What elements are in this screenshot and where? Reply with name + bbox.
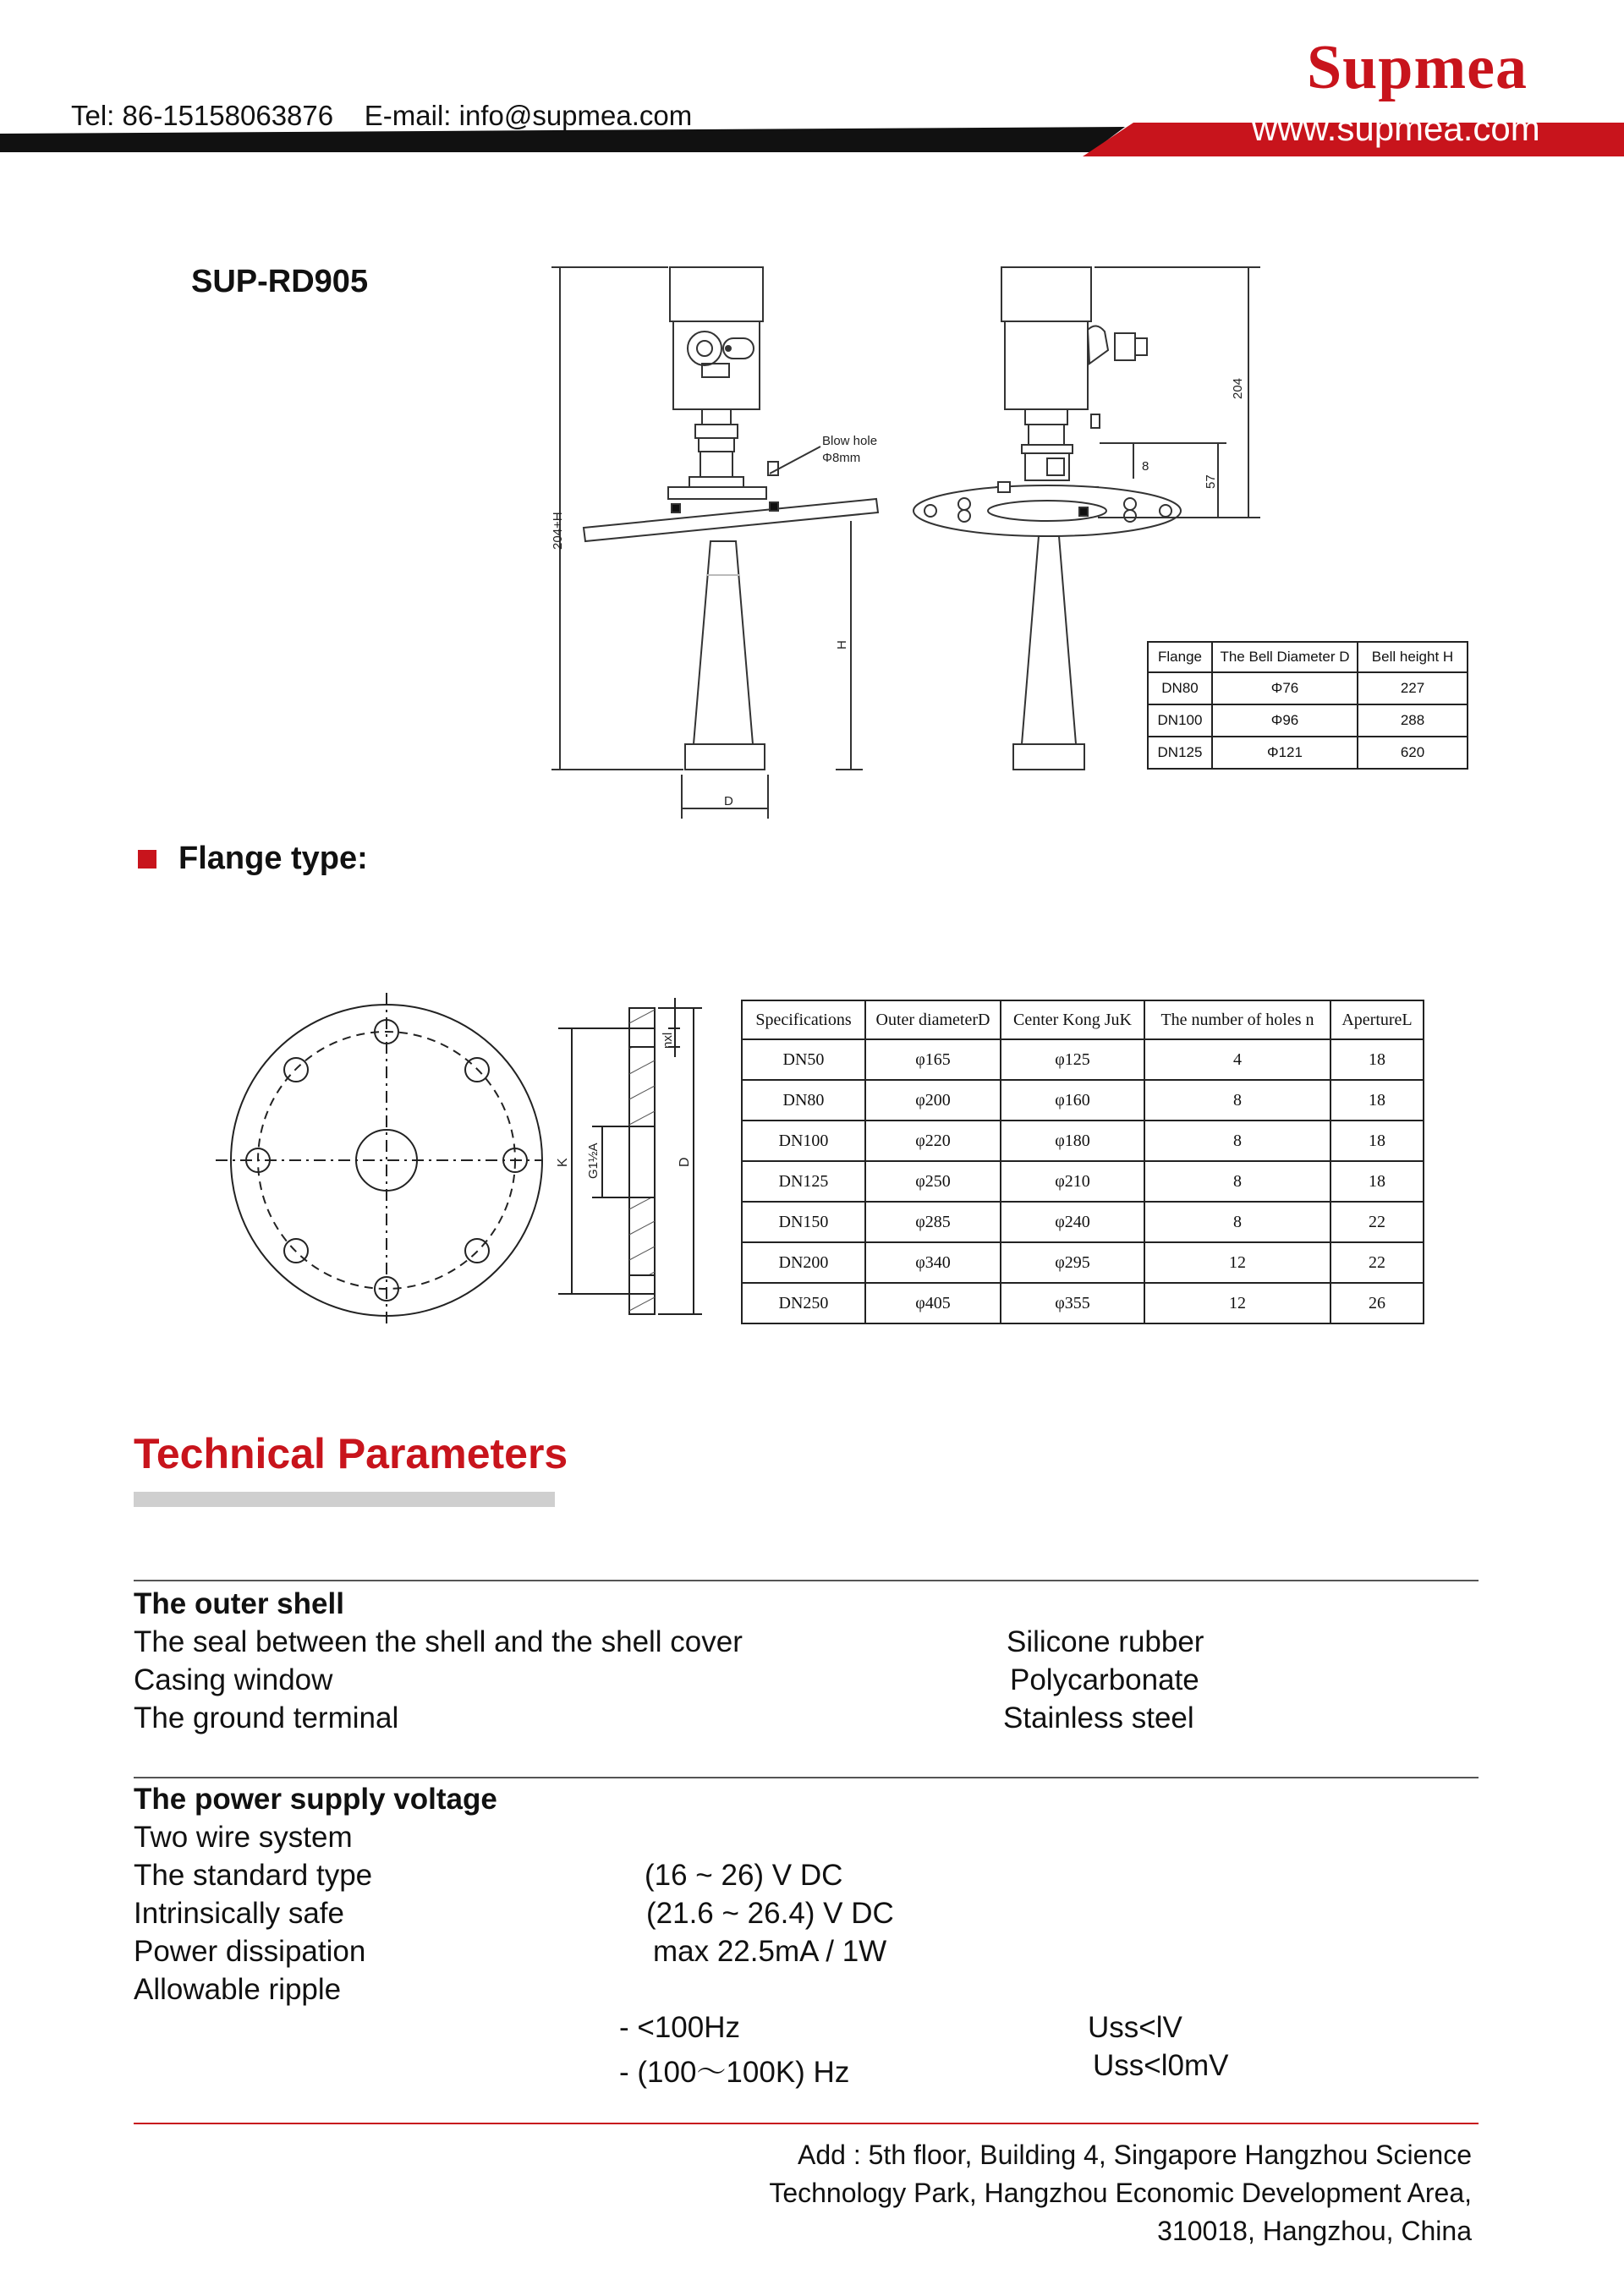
bell-cell: Φ121 [1212,737,1358,769]
bell-cell: DN100 [1148,704,1212,737]
table-row [742,1121,1424,1161]
flange-face-view [216,993,542,1328]
table-cell: DN250 [742,1283,865,1323]
dim-h-label: H [835,640,849,649]
dim-204-label: 204 [1231,377,1245,399]
flange-drawing [0,973,744,1336]
flange-header: Center Kong JuK [1001,1000,1144,1039]
param-value: (16 ~ 26) V DC [645,1859,843,1892]
param-value: (21.6 ~ 26.4) V DC [646,1897,894,1930]
model-name: SUP-RD905 [191,264,369,299]
table-cell: DN50 [742,1039,865,1080]
table-cell: 18 [1330,1121,1424,1161]
flange-header: The number of holes n [1144,1000,1330,1039]
brand-logo: Supmea [1307,33,1528,102]
flange-type-heading [138,841,368,877]
footer-address-line: 310018, Hangzhou, China [1157,2216,1472,2246]
param-value: Stainless steel [1003,1701,1194,1734]
technical-parameters-title: Technical Parameters [134,1430,568,1477]
power-supply-heading: The power supply voltage [134,1783,497,1816]
flange-spec-table [741,1000,1424,1324]
title-underline-bar [134,1492,555,1507]
table-row [742,1161,1424,1202]
contact-info: Tel: 86-15158063876 E-mail: info@supmea.com [71,100,693,131]
table-cell: φ165 [865,1039,1001,1080]
table-cell: 4 [1144,1039,1330,1080]
table-cell: 22 [1330,1242,1424,1283]
table-row [742,1202,1424,1242]
ripple-value: Uss<l0mV [1093,2049,1229,2082]
table-cell: φ180 [1001,1121,1144,1161]
ripple-range: - (100～100K) Hz [619,2056,850,2089]
table-cell: 18 [1330,1161,1424,1202]
param-value: Silicone rubber [1007,1625,1204,1658]
blow-hole-size: Φ8mm [822,451,861,465]
bell-header-diameter: The Bell Diameter D [1212,642,1358,672]
param-label: Intrinsically safe [134,1897,344,1930]
bell-cell: 227 [1358,672,1468,704]
divider [134,1580,1479,1581]
table-cell: 8 [1144,1161,1330,1202]
table-cell: DN100 [742,1121,865,1161]
table-cell: 22 [1330,1202,1424,1242]
flange-section-view [556,998,702,1314]
table-cell: φ125 [1001,1039,1144,1080]
bell-size-table [1147,641,1468,770]
website-link[interactable]: www.supmea.com [1252,108,1540,148]
bell-cell: 620 [1358,737,1468,769]
bullet-square-icon [138,850,156,869]
dim-57-label: 57 [1204,474,1218,489]
param-label: Power dissipation [134,1935,366,1968]
flange-header: ApertureL [1330,1000,1424,1039]
flange-dim-d: D [678,1157,692,1167]
flange-header: Outer diameterD [865,1000,1001,1039]
footer-address-line: Add : 5th floor, Building 4, Singapore Hangzhou Science [798,2140,1472,2170]
table-cell: DN125 [742,1161,865,1202]
table-cell: 18 [1330,1080,1424,1121]
footer-address-line: Technology Park, Hangzhou Economic Development Area, [769,2178,1472,2208]
table-cell: DN80 [742,1080,865,1121]
dim-8-label: 8 [1142,459,1149,474]
flange-header: Specifications [742,1000,865,1039]
table-cell: 18 [1330,1039,1424,1080]
table-cell: φ210 [1001,1161,1144,1202]
table-cell: DN150 [742,1202,865,1242]
table-row [742,1242,1424,1283]
bell-cell: Φ96 [1212,704,1358,737]
table-row [742,1039,1424,1080]
bell-cell: 288 [1358,704,1468,737]
bell-cell: Φ76 [1212,672,1358,704]
table-cell: φ285 [865,1202,1001,1242]
dim-d-label: D [724,794,733,808]
table-cell: φ220 [865,1121,1001,1161]
flange-dim-k: K [556,1158,570,1167]
ripple-value: Uss<lV [1088,2011,1182,2044]
flange-type-title: Flange type: [178,841,368,876]
front-view-drawing [551,267,878,819]
table-cell: 8 [1144,1121,1330,1161]
param-label: The standard type [134,1859,373,1892]
table-cell: φ160 [1001,1080,1144,1121]
param-value: max 22.5mA / 1W [653,1935,887,1968]
bell-cell: DN125 [1148,737,1212,769]
table-cell: φ405 [865,1283,1001,1323]
table-row [742,1283,1424,1323]
table-cell: 12 [1144,1242,1330,1283]
footer-divider [134,2123,1479,2124]
flange-dim-g: G1½A [586,1143,601,1179]
param-value: Polycarbonate [1010,1663,1199,1696]
bell-header-height: Bell height H [1358,642,1468,672]
table-cell: 8 [1144,1202,1330,1242]
flange-dim-nxl: nxl [661,1032,675,1049]
ripple-range: - <100Hz [619,2011,740,2044]
table-cell: 8 [1144,1080,1330,1121]
table-cell: φ340 [865,1242,1001,1283]
param-label: The seal between the shell and the shell cover [134,1625,743,1658]
table-cell: φ250 [865,1161,1001,1202]
divider [134,1777,1479,1778]
param-label: Allowable ripple [134,1973,342,2006]
table-cell: φ240 [1001,1202,1144,1242]
bell-header-flange: Flange [1148,642,1212,672]
dim-total-label: 204+H [551,512,565,550]
table-cell: φ295 [1001,1242,1144,1283]
table-cell: φ355 [1001,1283,1144,1323]
table-row [742,1080,1424,1121]
param-label: The ground terminal [134,1701,399,1734]
outer-shell-heading: The outer shell [134,1587,344,1620]
table-cell: 12 [1144,1283,1330,1323]
param-label: Two wire system [134,1821,353,1854]
bell-cell: DN80 [1148,672,1212,704]
param-label: Casing window [134,1663,333,1696]
blow-hole-label: Blow hole [822,434,878,448]
table-cell: φ200 [865,1080,1001,1121]
table-cell: DN200 [742,1242,865,1283]
table-cell: 26 [1330,1283,1424,1323]
